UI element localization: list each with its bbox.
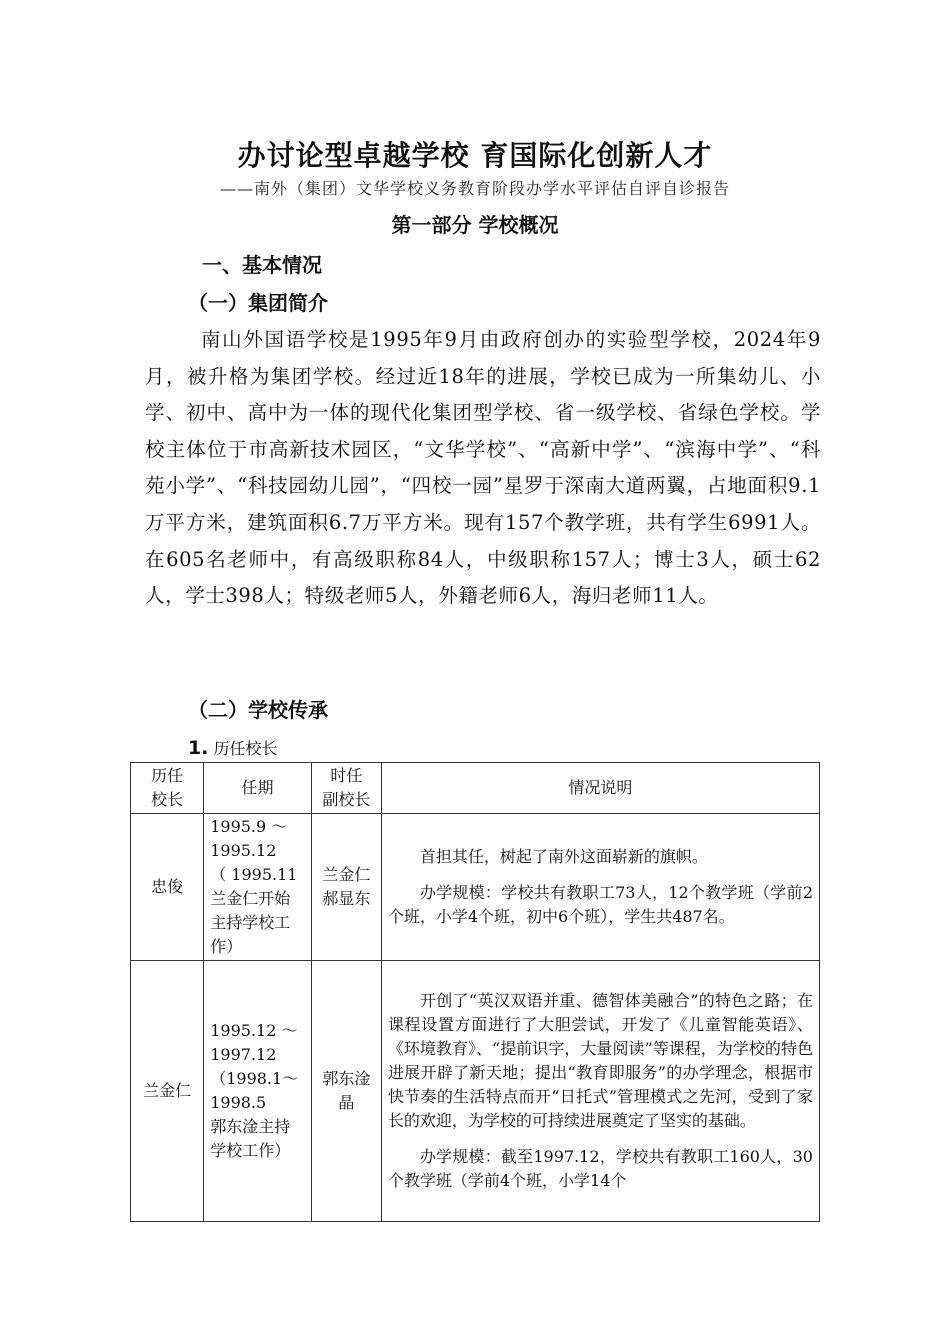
- description-paragraph: 办学规模：学校共有教职工73人，12个教学班（学前2个班，小学4个班，初中6个班），学生共487名。: [387, 883, 813, 926]
- document-title: 办讨论型卓越学校 育国际化创新人才: [237, 139, 713, 172]
- intro-paragraph: 南山外国语学校是1995年9月由政府创办的实验型学校，2024年9月，被升格为集团学校。经过近18年的进展，学校已成为一所集幼儿、小学、初中、高中为一体的现代化集团型学校、省一级学校、省绿色学校。学校主体位于市高新技术园区，“文华学校”、“高新中学”、“滨海中学”、“科苑小学”、“科技园幼儿园”，“四校一园”星罗于深南大道两翼，占地面积9.1万平方米，建筑面积6.7万平方米。现有157个教学班，共有学生6991人。在605名老师中，有高级职称84人，中级职称157人；博士3人，硕士62人，学士398人；特级老师5人，外籍老师6人，海归老师11人。: [145, 328, 821, 608]
- document-subtitle: ——南外（集团）文华学校义务教育阶段办学水平评估自评自诊报告: [219, 179, 730, 198]
- cell-principal: 忠俊: [131, 814, 204, 961]
- section-heading-basic-info: 一、基本情况: [202, 253, 322, 277]
- header-term: 任期: [204, 763, 312, 814]
- cell-description: [381, 814, 819, 961]
- description-paragraph: 开创了“英汉双语并重、德智体美融合”的特色之路；在课程设置方面进行了大胆尝试，开发了《儿童智能英语》、《环境教育》、“提前识字，大量阅读”等课程，为学校的特色进展开辟了新天地；提出“教育即服务”的办学理念，根据市快节奏的生活特点而开“日托式”管理模式之先河，受到了家长的欢迎，为学校的可持续进展奠定了坚实的基础。: [387, 991, 813, 1130]
- table-row: [131, 814, 820, 961]
- cell-term: 1995.9 ～ 1995.12 （ 1995.11 兰金仁开始 主持学校工 作）: [204, 814, 312, 961]
- principals-table: [130, 762, 820, 1222]
- table-header-row: [131, 763, 820, 814]
- description-paragraph: 首担其任，树起了南外这面崭新的旗帜。: [419, 847, 708, 866]
- cell-vice-principal: 兰金仁 郝显东: [311, 814, 381, 961]
- description-paragraph: 办学规模：截至1997.12，学校共有教职工160人，30个教学班（学前4个班，小学14个: [387, 1147, 813, 1190]
- cell-term: 1995.12 ～ 1997.12 （1998.1～ 1998.5 郭东淦主持 学校工作）: [204, 961, 312, 1222]
- cell-principal: 兰金仁: [131, 961, 204, 1222]
- header-description: 情况说明: [381, 763, 819, 814]
- part-heading: 第一部分 学校概况: [391, 213, 559, 237]
- table-row: [131, 961, 820, 1222]
- cell-vice-principal: 郭东淦 晶: [311, 961, 381, 1222]
- header-principal: 历任 校长: [131, 763, 204, 814]
- table-caption-number: 1.: [188, 737, 209, 759]
- table-caption: [188, 736, 278, 759]
- subsection-heading-group-intro: （一）集团简介: [188, 291, 328, 315]
- cell-description: [381, 961, 819, 1222]
- header-vice-principal: 时任 副校长: [311, 763, 381, 814]
- table-caption-text: 历任校长: [213, 739, 278, 758]
- subsection-heading-heritage: （二）学校传承: [188, 698, 328, 722]
